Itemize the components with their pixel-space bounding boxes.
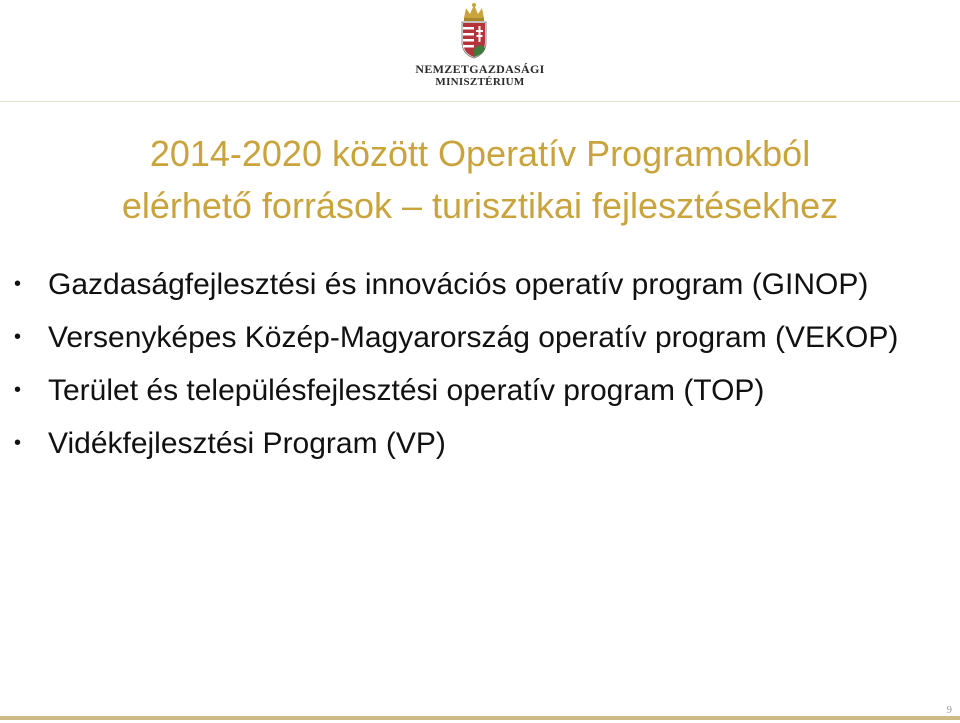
list-item bbox=[14, 311, 948, 364]
slide-title-line2: elérhető források – turisztikai fejlesztésekhez bbox=[121, 185, 839, 226]
list-item bbox=[14, 417, 948, 470]
slide-title-line1: 2014-2020 között Operatív Programokból bbox=[149, 133, 811, 174]
footer-divider bbox=[0, 716, 960, 720]
list-item-text: Vidékfejlesztési Program (VP) bbox=[48, 427, 446, 460]
bullet-icon: • bbox=[14, 379, 22, 401]
page-number: 9 bbox=[946, 704, 952, 716]
list-item-text: Gazdaságfejlesztési és innovációs operatív program (GINOP) bbox=[48, 268, 869, 301]
bullet-icon: • bbox=[14, 432, 22, 454]
bullet-icon: • bbox=[14, 326, 22, 348]
ministry-name-line2: MINISZTÉRIUM bbox=[435, 76, 525, 88]
slide-title bbox=[36, 128, 924, 232]
header-divider bbox=[0, 101, 960, 102]
bullet-list bbox=[14, 258, 948, 470]
list-item bbox=[14, 364, 948, 417]
list-item-text: Terület és településfejlesztési operatív program (TOP) bbox=[48, 374, 765, 407]
list-item bbox=[14, 258, 948, 311]
bullet-icon: • bbox=[14, 273, 22, 295]
list-item-text: Versenyképes Közép-Magyarország operatív program (VEKOP) bbox=[48, 321, 899, 354]
ministry-name-line1: NEMZETGAZDASÁGI bbox=[415, 62, 545, 76]
hungarian-coat-of-arms-icon bbox=[456, 2, 492, 60]
